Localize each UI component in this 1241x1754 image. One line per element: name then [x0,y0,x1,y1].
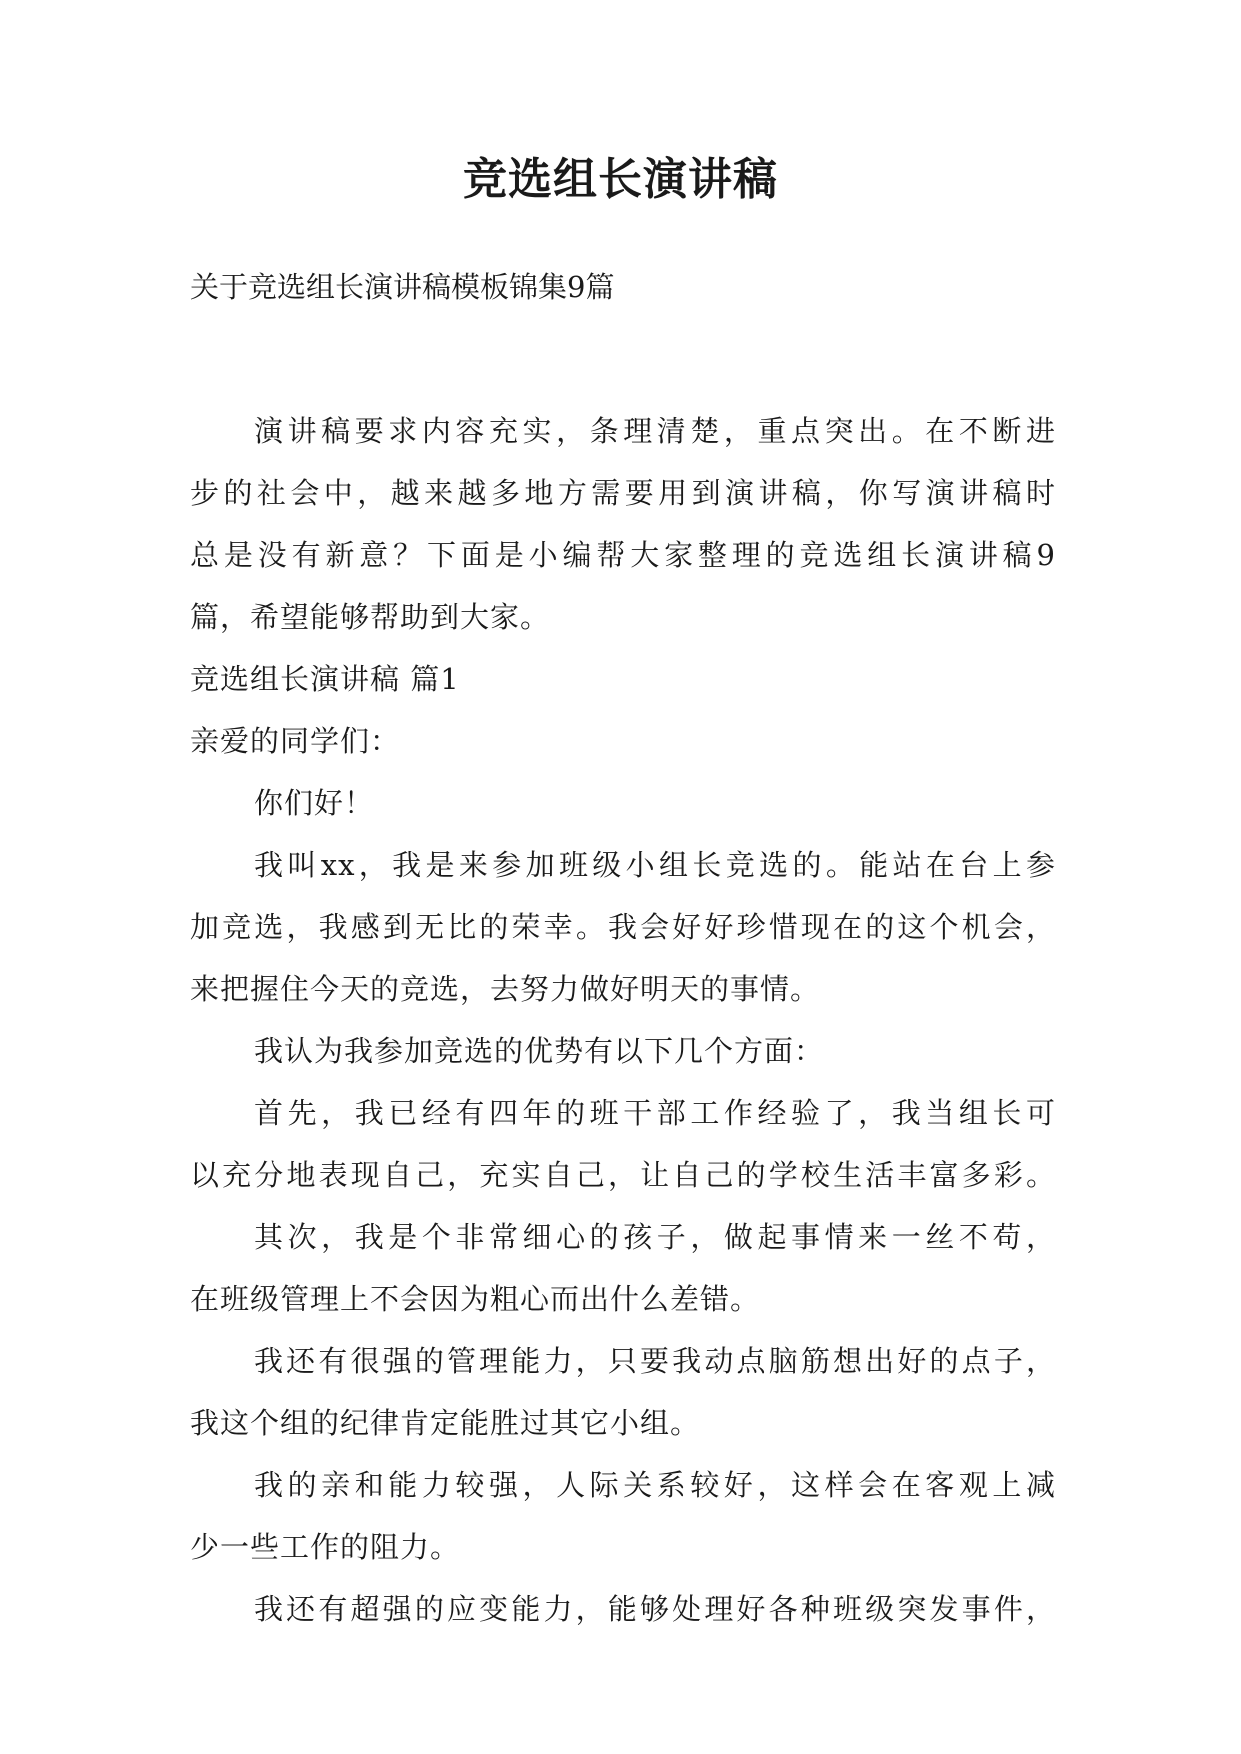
text-line: 来把握住今天的竞选，去努力做好明天的事情。 [190,972,821,1006]
text-line: 竞选组长演讲稿 篇1 [190,662,460,696]
text-line: 在班级管理上不会因为粗心而出什么差错。 [190,1282,761,1316]
text-line: 以充分地表现自己，充实自己，让自己的学校生活丰富多彩。 [190,1158,1056,1192]
text-line: 你们好！ [254,786,375,820]
text-line: 加竞选，我感到无比的荣幸。我会好好珍惜现在的这个机会， [190,910,1056,944]
document-body [190,400,1056,1640]
text-line: 少一些工作的阻力。 [190,1530,461,1564]
text-line: 演讲稿要求内容充实，条理清楚，重点突出。在不断进 [254,414,1056,448]
text-line: 我叫xx，我是来参加班级小组长竞选的。能站在台上参 [254,848,1056,882]
text-line: 我的亲和能力较强，人际关系较好，这样会在客观上减 [254,1468,1056,1502]
text-line: 我还有超强的应变能力，能够处理好各种班级突发事件， [254,1592,1056,1626]
document-subtitle: 关于竞选组长演讲稿模板锦集9篇 [190,270,615,304]
text-line: 我认为我参加竞选的优势有以下几个方面： [254,1034,825,1068]
text-line: 我还有很强的管理能力，只要我动点脑筋想出好的点子， [254,1344,1056,1378]
text-line: 步的社会中，越来越多地方需要用到演讲稿，你写演讲稿时 [190,476,1056,510]
text-line: 篇，希望能够帮助到大家。 [190,600,551,634]
text-line: 其次，我是个非常细心的孩子，做起事情来一丝不苟， [254,1220,1056,1254]
text-line: 我这个组的纪律肯定能胜过其它小组。 [190,1406,701,1440]
text-line: 亲爱的同学们： [190,724,401,758]
text-line: 总是没有新意？下面是小编帮大家整理的竞选组长演讲稿9 [190,538,1056,572]
text-line: 首先，我已经有四年的班干部工作经验了，我当组长可 [254,1096,1056,1130]
document-title: 竞选组长演讲稿 [463,154,778,205]
